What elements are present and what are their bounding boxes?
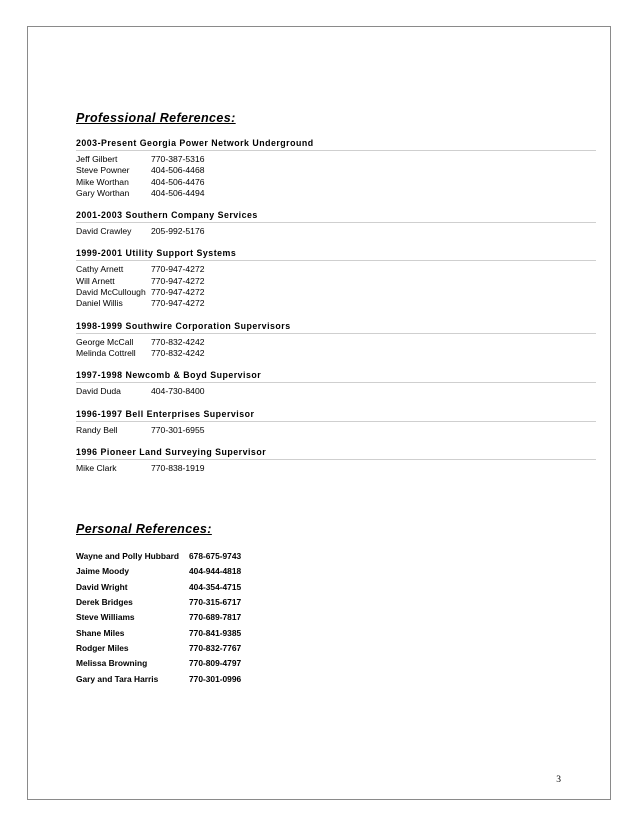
reference-phone: 770-832-4242 — [151, 336, 205, 347]
reference-phone: 770-947-4272 — [151, 275, 205, 286]
reference-name: Gary Worthan — [76, 187, 130, 198]
reference-name: Will Arnett — [76, 275, 115, 286]
personal-reference-row — [76, 564, 596, 579]
professional-references-title: Professional References: — [76, 111, 236, 125]
reference-name: Jeff Gilbert — [76, 154, 118, 164]
reference-row — [76, 348, 596, 359]
personal-reference-name: Shane Miles — [76, 627, 125, 638]
reference-group-heading: 1996-1997 Bell Enterprises Supervisor — [76, 409, 596, 422]
reference-name: Steve Powner — [76, 165, 130, 176]
reference-row — [76, 337, 596, 348]
reference-phone: 770-947-4272 — [151, 298, 205, 309]
page-number: 3 — [556, 775, 561, 785]
reference-phone: 770-947-4272 — [151, 287, 205, 298]
reference-group — [76, 447, 596, 474]
personal-reference-row — [76, 595, 596, 610]
reference-phone: 770-301-6955 — [151, 424, 205, 435]
reference-row — [76, 276, 596, 287]
reference-group — [76, 248, 596, 309]
personal-reference-phone: 770-841-9385 — [189, 627, 242, 638]
reference-phone: 404-506-4468 — [151, 165, 205, 176]
reference-name: Randy Bell — [76, 424, 118, 435]
reference-name: David Crawley — [76, 226, 132, 237]
reference-phone: 404-506-4476 — [151, 176, 205, 187]
personal-reference-name: Wayne and Polly Hubbard — [76, 551, 179, 562]
reference-row — [76, 425, 596, 436]
reference-name: David Duda — [76, 386, 121, 397]
reference-row — [76, 287, 596, 298]
reference-row — [76, 264, 596, 275]
reference-phone: 404-506-4494 — [151, 187, 205, 198]
personal-reference-name: Rodger Miles — [76, 642, 129, 653]
personal-reference-phone: 770-301-0996 — [189, 673, 242, 684]
personal-reference-name: Gary and Tara Harris — [76, 673, 159, 684]
personal-reference-phone: 404-354-4715 — [189, 581, 242, 592]
personal-reference-name: Melissa Browning — [76, 658, 148, 669]
personal-references-title: Personal References: — [76, 522, 212, 537]
professional-references-list — [76, 138, 596, 474]
reference-phone: 404-730-8400 — [151, 386, 205, 397]
personal-reference-phone: 678-675-9743 — [189, 551, 242, 562]
document-page — [27, 26, 611, 800]
reference-phone: 770-947-4272 — [151, 264, 205, 275]
reference-group-heading: 2001-2003 Southern Company Services — [76, 210, 596, 223]
personal-reference-phone: 770-832-7767 — [189, 642, 242, 653]
reference-group — [76, 409, 596, 436]
personal-references-list — [76, 549, 596, 687]
reference-group — [76, 321, 596, 360]
reference-group — [76, 370, 596, 397]
reference-name: Daniel Willis — [76, 298, 123, 309]
reference-group-heading: 1996 Pioneer Land Surveying Supervisor — [76, 447, 596, 460]
reference-group — [76, 210, 596, 237]
personal-reference-row — [76, 549, 596, 564]
personal-reference-row — [76, 626, 596, 641]
personal-reference-phone: 770-809-4797 — [189, 658, 242, 669]
reference-phone: 770-387-5316 — [151, 154, 205, 164]
reference-name: David McCullough — [76, 287, 146, 298]
reference-name: Mike Clark — [76, 462, 117, 473]
personal-reference-name: Jaime Moody — [76, 566, 130, 577]
reference-row — [76, 298, 596, 309]
reference-group-heading: 2003-Present Georgia Power Network Underground — [76, 138, 596, 151]
personal-reference-phone: 770-315-6717 — [189, 597, 242, 608]
personal-reference-name: Steve Williams — [76, 612, 135, 623]
personal-reference-name: David Wright — [76, 581, 128, 592]
reference-phone: 205-992-5176 — [151, 226, 205, 237]
personal-reference-phone: 404-944-4818 — [189, 566, 242, 577]
personal-reference-row — [76, 656, 596, 671]
personal-reference-name: Derek Bridges — [76, 597, 133, 608]
personal-reference-phone: 770-689-7817 — [189, 612, 242, 623]
reference-group-heading: 1997-1998 Newcomb & Boyd Supervisor — [76, 370, 596, 383]
reference-group-heading: 1998-1999 Southwire Corporation Supervisors — [76, 321, 596, 334]
reference-row — [76, 386, 596, 397]
page-content — [76, 111, 596, 687]
reference-name: Melinda Cottrell — [76, 347, 136, 358]
reference-name: Mike Worthan — [76, 176, 129, 187]
personal-reference-row — [76, 641, 596, 656]
reference-row — [76, 177, 596, 188]
reference-name: George McCall — [76, 336, 134, 347]
reference-phone: 770-838-1919 — [151, 462, 205, 473]
reference-row — [76, 463, 596, 474]
reference-phone: 770-832-4242 — [151, 347, 205, 358]
reference-group — [76, 138, 596, 199]
reference-row — [76, 226, 596, 237]
personal-reference-row — [76, 672, 596, 687]
reference-row — [76, 188, 596, 199]
reference-row — [76, 165, 596, 176]
reference-group-heading: 1999-2001 Utility Support Systems — [76, 248, 596, 261]
personal-reference-row — [76, 580, 596, 595]
reference-row — [76, 154, 596, 165]
reference-name: Cathy Arnett — [76, 264, 124, 275]
personal-reference-row — [76, 610, 596, 625]
